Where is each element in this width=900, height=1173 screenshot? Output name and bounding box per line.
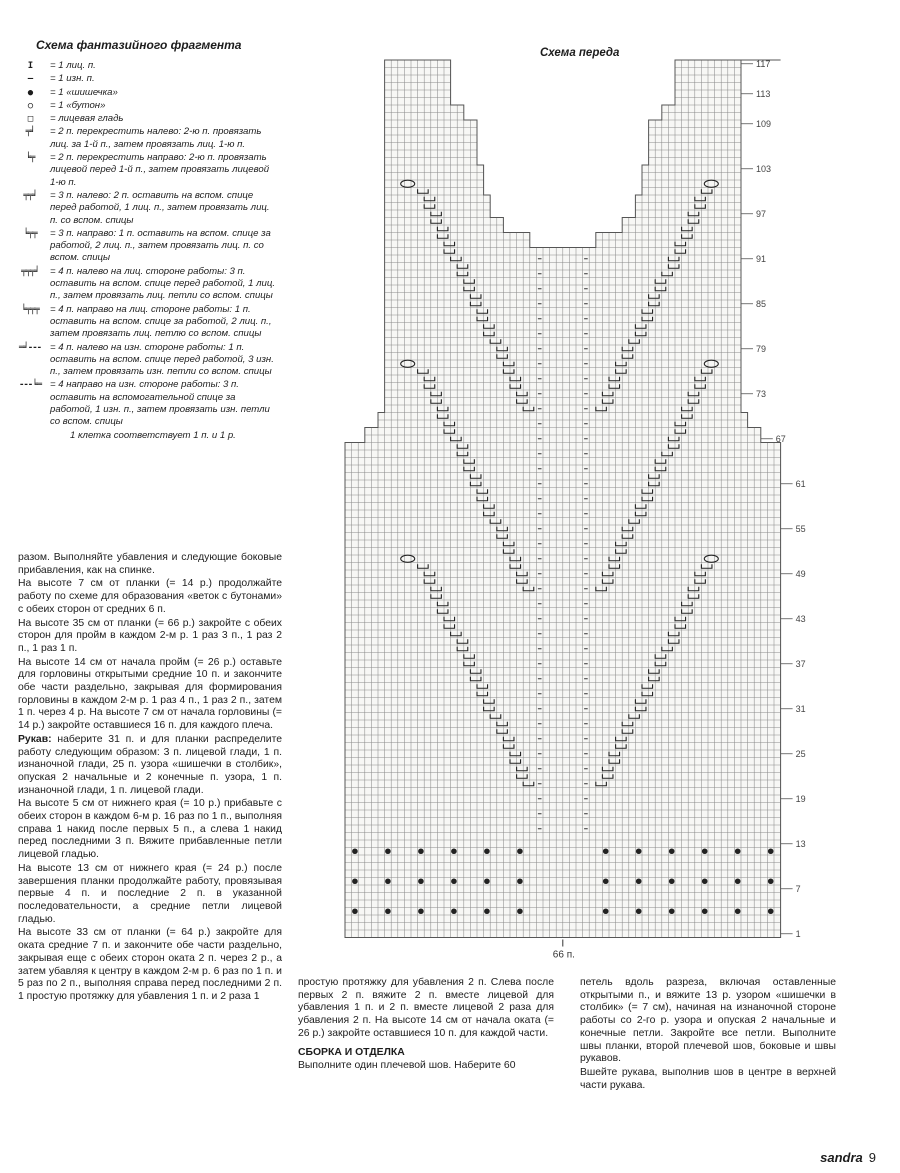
bobble-mark bbox=[352, 878, 358, 884]
row-label: 67 bbox=[775, 433, 786, 444]
knitting-chart bbox=[300, 55, 860, 965]
legend-symbol: I bbox=[27, 61, 33, 71]
bobble-mark bbox=[636, 908, 642, 914]
legend-description: = 4 п. налево на изн. стороне работы: 1 п. оставить на вспом. спице перед работой, 3 изн. п., затем провязать изн. петли со вспом. спицы bbox=[50, 341, 274, 378]
row-label: 61 bbox=[795, 478, 806, 489]
paragraph: На высоте 14 см от начала пройм (= 26 р.) оставьте для горловины открытыми средние 10 п. и закончите обе части раздельно, закрывая для формирования горловины в каждом 2-м р. 1 раз 4 п., 1 раз 2 п., затем 1 п. через 4 р. На высоте 7 см от начала горловины (= 14 р.) закройте оставшиеся 16 п. для каждого плеча. bbox=[18, 656, 282, 732]
row-label: 103 bbox=[756, 163, 772, 174]
legend-item bbox=[10, 304, 280, 341]
legend-item bbox=[10, 152, 280, 189]
legend-description: = 3 п. налево: 2 п. оставить на вспом. спице перед работой, 1 лиц. п., затем провязать лиц. п. со вспом. спицы bbox=[50, 189, 270, 226]
bobble-mark bbox=[603, 848, 609, 854]
bobble-mark bbox=[385, 878, 391, 884]
legend-description: = 1 изн. п. bbox=[50, 73, 95, 85]
bobble-mark bbox=[352, 848, 358, 854]
page-footer bbox=[820, 1150, 876, 1165]
bobble-mark bbox=[702, 878, 708, 884]
paragraph: Выполните один плечевой шов. Наберите 60 bbox=[298, 1060, 516, 1072]
bobble-mark bbox=[451, 848, 457, 854]
bobble-mark bbox=[418, 908, 424, 914]
bobble-mark bbox=[735, 848, 741, 854]
bobble-mark bbox=[385, 848, 391, 854]
row-label: 49 bbox=[795, 568, 806, 579]
legend-symbol: ═╛--- bbox=[18, 342, 42, 353]
paragraph: На высоте 5 см от нижнего края (= 10 р.) прибавьте с обеих сторон в каждом 6-м р. 16 раз по 1 п., выполняя справа 1 накид после первых 5 п., а слева 1 накид перед последними 3 п. Вяжите прибавленные петли лицевой гладью. bbox=[18, 798, 282, 861]
legend-description: = 4 п. направо на лиц. стороне работы: 1 п. оставить на вспом. спице за работой, 2 лиц. п., затем провязать лиц. петлю со вспом. спицы bbox=[50, 303, 272, 340]
legend-symbol: ╘╤ bbox=[25, 153, 35, 164]
legend-item bbox=[10, 126, 280, 151]
legend-item bbox=[10, 73, 280, 85]
legend-item bbox=[10, 379, 280, 428]
bobble-mark bbox=[517, 878, 523, 884]
bobble-mark bbox=[451, 908, 457, 914]
bobble-mark bbox=[768, 878, 774, 884]
legend-description: = 4 п. налево на лиц. стороне работы: 3 п. оставить на вспом. спице перед работой, 1 лиц. п., затем провязать лиц. петли со вспом. спицы bbox=[50, 265, 276, 302]
legend-item bbox=[10, 87, 280, 99]
legend-footnote: 1 клетка соответствует 1 п. и 1 р. bbox=[70, 429, 236, 441]
bobble-mark bbox=[517, 848, 523, 854]
legend-item bbox=[10, 228, 280, 265]
legend bbox=[10, 60, 280, 441]
bobble-mark bbox=[352, 908, 358, 914]
legend-item bbox=[10, 342, 280, 379]
paragraph-sleeve bbox=[18, 734, 282, 798]
legend-description: = 2 п. перекрестить направо: 2-ю п. провязать лицевой перед 1-й п., затем провязать лицевой 1-ю п. bbox=[50, 152, 270, 188]
assembly-heading: СБОРКА И ОТДЕЛКА bbox=[298, 1046, 405, 1058]
bobble-mark bbox=[418, 848, 424, 854]
sleeve-heading: Рукав: bbox=[18, 733, 52, 745]
row-label: 1 bbox=[795, 928, 801, 939]
row-label: 13 bbox=[795, 838, 806, 849]
bobble-mark bbox=[669, 908, 675, 914]
legend-symbol: ● bbox=[27, 87, 33, 98]
instructions-column-3 bbox=[580, 977, 836, 1093]
bobble-mark bbox=[385, 908, 391, 914]
paragraph: На высоте 13 см от нижнего края (= 24 р.) после завершения планки продолжайте работу, провязывая первые 4 п. и последние 2 п. в указанной последовательности, а средние петли лицевой гладью. bbox=[18, 862, 282, 925]
row-label: 113 bbox=[756, 88, 771, 99]
row-label: 73 bbox=[756, 388, 767, 399]
legend-description: = лицевая гладь bbox=[50, 113, 124, 125]
legend-item bbox=[10, 113, 280, 125]
row-label: 37 bbox=[795, 658, 806, 669]
legend-symbol: ╘╤╤ bbox=[23, 228, 37, 239]
paragraph: На высоте 35 см от планки (= 66 р.) закройте с обеих сторон для пройм в каждом 2-м р. 1 раз 3 п., 1 раз 2 п., 1 раз 1 п. bbox=[18, 617, 282, 654]
paragraph: разом. Выполняйте убавления и следующие боковые прибавления, как на спинке. bbox=[18, 552, 282, 576]
legend-item bbox=[10, 60, 280, 72]
bobble-mark bbox=[484, 878, 490, 884]
row-label: 43 bbox=[795, 613, 806, 624]
legend-description: = 1 лиц. п. bbox=[50, 60, 96, 71]
page-number: 9 bbox=[868, 1150, 876, 1165]
sleeve-text: наберите 31 п. и для планки распределите работу следующим образом: 3 п. лицевой глади, 1 п. изнаночной глади, 25 п. узора «шишечки в столбик», опуская 2 начальные и 2 конечные п. узора, 1 п. изнаночной глади, 1 п. лицевой глади. bbox=[18, 733, 282, 796]
paragraph: На высоте 7 см от планки (= 14 р.) продолжайте работу по схеме для образования «веток с бутонами» с обеих сторон от средних 6 п. bbox=[18, 578, 282, 615]
row-label: 19 bbox=[795, 793, 806, 804]
legend-symbol: ╤╛ bbox=[25, 127, 35, 138]
bobble-mark bbox=[517, 908, 523, 914]
bobble-mark bbox=[669, 848, 675, 854]
row-label: 85 bbox=[756, 298, 767, 309]
instructions-column-2 bbox=[298, 977, 554, 1074]
brand: sandra bbox=[820, 1150, 863, 1165]
row-label: 25 bbox=[795, 748, 806, 759]
legend-item bbox=[10, 266, 280, 303]
legend-symbol: – bbox=[27, 74, 33, 85]
bobble-mark bbox=[735, 908, 741, 914]
legend-title: Схема фантазийного фрагмента bbox=[36, 38, 242, 52]
row-label: 97 bbox=[756, 208, 767, 219]
legend-item bbox=[10, 190, 280, 227]
legend-symbol: ╘╤╤╤ bbox=[21, 304, 39, 315]
row-label: 7 bbox=[795, 883, 801, 894]
bobble-mark bbox=[418, 878, 424, 884]
row-label: 91 bbox=[756, 253, 767, 264]
bobble-mark bbox=[735, 878, 741, 884]
legend-description: = 2 п. перекрестить налево: 2-ю п. провязать лиц. за 1-й п., затем провязать лиц. 1-ю п. bbox=[50, 126, 262, 150]
paragraph: петель вдоль разреза, включая оставленные открытыми п., и вяжите 13 р. узором «шишечки в столбик» (= 7 см), начиная на изнаночной стороне работы со 2-го р. узора и опуская 2 начальные и конечные петли. Закройте все петли. Выполните швы планки, второй плечевой шов, боковые и швы рукавов. bbox=[580, 977, 836, 1065]
legend-symbol: ╤╤╤╛ bbox=[21, 266, 39, 277]
row-label: 55 bbox=[795, 523, 806, 534]
bobble-mark bbox=[702, 848, 708, 854]
legend-symbol: ╤╤╛ bbox=[23, 190, 37, 201]
bobble-mark bbox=[636, 878, 642, 884]
bobble-mark bbox=[768, 848, 774, 854]
bobble-mark bbox=[484, 908, 490, 914]
bobble-mark bbox=[702, 908, 708, 914]
bobble-mark bbox=[484, 848, 490, 854]
row-label: 79 bbox=[756, 343, 767, 354]
row-label: 109 bbox=[756, 118, 772, 129]
row-label: 31 bbox=[795, 703, 806, 714]
bobble-mark bbox=[603, 878, 609, 884]
bobble-mark bbox=[669, 878, 675, 884]
bobble-mark bbox=[768, 908, 774, 914]
legend-description: = 4 направо на изн. стороне работы: 3 п. оставить на вспомогательной спице за работой, 1 изн. п., затем провязать изн. петли со вспом. спицы bbox=[50, 379, 270, 428]
legend-description: = 3 п. направо: 1 п. оставить на вспом. спице за работой, 2 лиц. п., затем провязать лиц. п. со вспом. спицы bbox=[50, 227, 271, 264]
row-label: 117 bbox=[756, 58, 771, 69]
legend-item bbox=[10, 100, 280, 112]
bobble-mark bbox=[636, 848, 642, 854]
legend-symbol: □ bbox=[27, 114, 33, 125]
paragraph: На высоте 33 см от планки (= 64 р.) закройте для оката средние 7 п. и закончите обе части раздельно, закрывая еще с обеих сторон оката 2 п. через 2 р., а затем убавляя к центру в каждом 2-м р. 6 раз по 1 п. и 5 раз по 2 п., выполняя справа перед последними 2 п. 1 простую протяжку для убавления 1 п. и 2 раза 1 bbox=[18, 927, 282, 1002]
legend-symbol: ---╘═ bbox=[18, 380, 42, 391]
paragraph: простую протяжку для убавления 2 п. Слева после первых 2 п. вяжите 2 п. вместе лицевой для убавления 1 п. и 2 п. вместе лицевой 2 раза для убавления 2 п. На высоте 14 см от начала оката (= 26 р.) закройте оставшиеся 10 п. для каждой части. bbox=[298, 977, 554, 1039]
paragraph: Вшейте рукава, выполнив шов в центре в верхней части рукава. bbox=[580, 1066, 836, 1091]
stitch-count-label: 66 п. bbox=[552, 949, 575, 961]
chart-title: Схема переда bbox=[540, 47, 620, 59]
legend-description: = 1 «шишечка» bbox=[50, 86, 118, 98]
bobble-mark bbox=[451, 878, 457, 884]
bobble-mark bbox=[603, 908, 609, 914]
legend-description: = 1 «бутон» bbox=[50, 99, 106, 111]
instructions-column-1 bbox=[18, 552, 282, 1005]
legend-symbol: ○ bbox=[27, 100, 33, 111]
